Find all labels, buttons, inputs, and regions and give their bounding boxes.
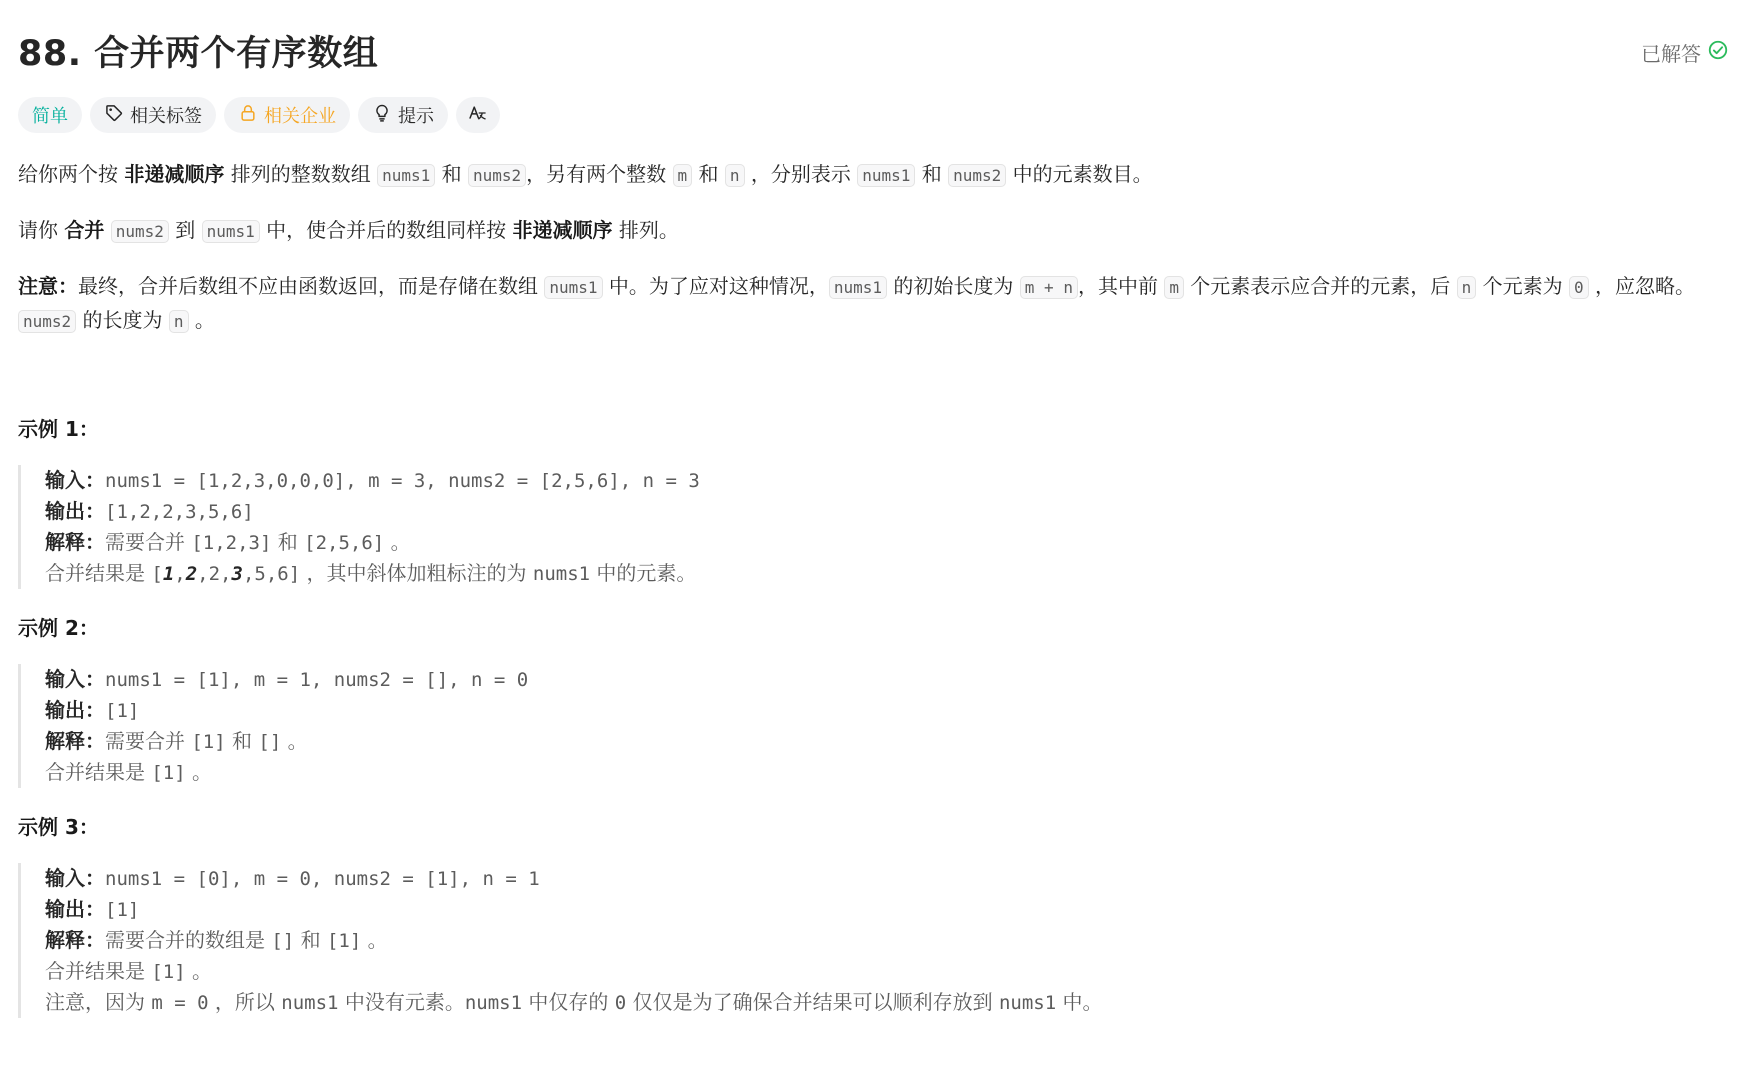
code-text: [1] <box>326 930 362 952</box>
example-output-line <box>45 496 700 527</box>
text <box>104 218 110 242</box>
example-explain-line <box>45 726 528 757</box>
example-2-block <box>18 664 528 788</box>
text: 。 <box>188 308 215 332</box>
related-companies-button[interactable] <box>224 97 350 133</box>
example-2-title: 示例 2： <box>18 616 99 640</box>
text: 最终，合并后数组不应由函数返回，而是存储在数组 <box>78 274 545 298</box>
text: 中。为了应对这种情况， <box>602 274 829 298</box>
emphasis: 合并 <box>64 218 105 242</box>
code-text: , <box>174 563 186 585</box>
example-1-block <box>18 465 700 589</box>
result-array <box>151 563 300 585</box>
input-value: nums1 = [1], m = 1, nums2 = [], n = 0 <box>105 669 529 691</box>
difficulty-label: 简单 <box>32 106 68 127</box>
inline-code: m <box>673 164 693 187</box>
code-text: [1] <box>191 731 226 753</box>
code-text: nums1 <box>532 563 591 585</box>
text: 请你 <box>18 218 65 242</box>
text: 中没有元素。 <box>338 990 465 1014</box>
explain-label: 解释： <box>45 729 105 753</box>
text: 合并结果是 <box>45 959 152 983</box>
text: 和 <box>225 729 259 753</box>
highlight: 2 <box>185 563 198 585</box>
example-input-line <box>45 863 1103 894</box>
highlight: 1 <box>162 563 175 585</box>
code-text: ,2, <box>197 563 232 585</box>
code-text: [1] <box>151 762 186 784</box>
inline-code: nums2 <box>468 164 526 187</box>
text: 合并结果是 <box>45 760 152 784</box>
output-label: 输出： <box>45 897 105 921</box>
related-tags-button[interactable] <box>90 97 216 133</box>
inline-code: nums1 <box>857 164 915 187</box>
text: 需要合并 <box>105 530 192 554</box>
text: 。 <box>361 928 388 952</box>
emphasis: 非递减顺序 <box>512 218 613 242</box>
inline-code: nums1 <box>377 164 435 187</box>
text: 个元素为 <box>1476 274 1570 298</box>
problem-title: 88. 合并两个有序数组 <box>18 34 379 74</box>
text: 和 <box>294 928 327 952</box>
description-paragraph-1 <box>18 158 1153 192</box>
text: 和 <box>435 162 468 186</box>
example-result-line <box>45 558 700 589</box>
input-value: nums1 = [0], m = 0, nums2 = [1], n = 1 <box>105 868 540 890</box>
text: 中，使合并后的数组同样按 <box>259 218 513 242</box>
input-label: 输入： <box>45 667 105 691</box>
output-value: [1] <box>105 700 140 722</box>
code-text: [] <box>271 930 295 952</box>
lightbulb-icon <box>372 103 392 128</box>
inline-code: nums1 <box>202 220 260 243</box>
translate-icon <box>468 103 488 128</box>
output-label: 输出： <box>45 499 105 523</box>
inline-code: nums1 <box>544 276 602 299</box>
highlight: 3 <box>231 563 243 585</box>
code-text: [] <box>258 731 282 753</box>
example-1-title: 示例 1： <box>18 417 99 441</box>
explain-label: 解释： <box>45 530 105 554</box>
text: 需要合并的数组是 <box>105 928 272 952</box>
text: ，所以 <box>208 990 282 1014</box>
translate-button[interactable] <box>456 97 500 133</box>
example-explain-line <box>45 925 1103 956</box>
code-text: [ <box>151 563 163 585</box>
example-output-line <box>45 695 528 726</box>
example-result-line <box>45 757 528 788</box>
text: 。 <box>281 729 308 753</box>
text: ，应忽略。 <box>1588 274 1696 298</box>
code-text: ,5,6] <box>242 563 301 585</box>
text: ，分别表示 <box>744 162 858 186</box>
text: ，其中前 <box>1077 274 1165 298</box>
text: 需要合并 <box>105 729 192 753</box>
example-output-line <box>45 894 1103 925</box>
text: ，另有两个整数 <box>526 162 673 186</box>
inline-code: n <box>725 164 745 187</box>
example-3-title: 示例 3： <box>18 815 99 839</box>
inline-code: m <box>1164 276 1184 299</box>
inline-code: m + n <box>1020 276 1078 299</box>
description-paragraph-2 <box>18 214 679 248</box>
text: 和 <box>915 162 949 186</box>
text: ，其中斜体加粗标注的为 <box>300 561 533 585</box>
input-label: 输入： <box>45 866 105 890</box>
text: 中的元素。 <box>590 561 697 585</box>
code-text: [1] <box>151 961 186 983</box>
code-text: m = 0 <box>151 992 209 1014</box>
output-value: [1] <box>105 899 140 921</box>
text: 排列。 <box>612 218 679 242</box>
text: 个元素表示应合并的元素，后 <box>1183 274 1457 298</box>
example-result-line <box>45 956 1103 987</box>
check-circle-icon <box>1707 39 1729 66</box>
text: 仅仅是为了确保合并结果可以顺利存放到 <box>626 990 999 1014</box>
text: 的长度为 <box>76 308 169 332</box>
code-text: 0 <box>614 992 627 1014</box>
inline-code: nums2 <box>111 220 169 243</box>
text: 和 <box>692 162 725 186</box>
note-label: 注意： <box>18 274 78 298</box>
difficulty-badge[interactable] <box>18 97 82 133</box>
inline-code: n <box>1457 276 1477 299</box>
text: 注意，因为 <box>45 990 152 1014</box>
text: 中的元素数目。 <box>1006 162 1153 186</box>
inline-code: nums2 <box>948 164 1006 187</box>
lock-icon <box>238 103 258 128</box>
text: 中仅存的 <box>522 990 615 1014</box>
output-value: [1,2,2,3,5,6] <box>105 501 254 523</box>
text: 。 <box>185 760 213 784</box>
text: 的初始长度为 <box>887 274 1020 298</box>
text: 中。 <box>1056 990 1103 1014</box>
code-text: [1,2,3] <box>191 532 272 554</box>
inline-code: n <box>169 310 189 333</box>
tag-icon <box>104 103 124 128</box>
text: 。 <box>185 959 213 983</box>
text: 到 <box>168 218 202 242</box>
example-input-line <box>45 465 700 496</box>
explain-label: 解释： <box>45 928 105 952</box>
related-companies-label: 相关企业 <box>264 106 336 127</box>
inline-code: 0 <box>1569 276 1589 299</box>
input-label: 输入： <box>45 468 105 492</box>
output-label: 输出： <box>45 698 105 722</box>
solved-label: 已解答 <box>1641 42 1701 66</box>
example-note-line <box>45 987 1103 1018</box>
text: 和 <box>271 530 305 554</box>
hint-button[interactable] <box>358 97 448 133</box>
solved-status <box>1641 38 1729 67</box>
code-text: [2,5,6] <box>304 532 385 554</box>
code-text: nums1 <box>464 992 523 1014</box>
text: 合并结果是 <box>45 561 152 585</box>
hint-label: 提示 <box>398 106 434 127</box>
inline-code: nums2 <box>18 310 76 333</box>
code-text: nums1 <box>998 992 1057 1014</box>
related-tags-label: 相关标签 <box>130 106 202 127</box>
example-input-line <box>45 664 528 695</box>
code-text: nums1 <box>281 992 339 1014</box>
description-paragraph-3 <box>18 270 1718 338</box>
example-explain-line <box>45 527 700 558</box>
text: 给你两个按 <box>18 162 125 186</box>
tag-bar <box>18 97 500 133</box>
example-3-block <box>18 863 1103 1018</box>
text: 。 <box>384 530 411 554</box>
text: 排列的整数数组 <box>224 162 378 186</box>
input-value: nums1 = [1,2,3,0,0,0], m = 3, nums2 = [2,5,6], n = 3 <box>105 470 700 492</box>
emphasis: 非递减顺序 <box>124 162 225 186</box>
inline-code: nums1 <box>829 276 887 299</box>
